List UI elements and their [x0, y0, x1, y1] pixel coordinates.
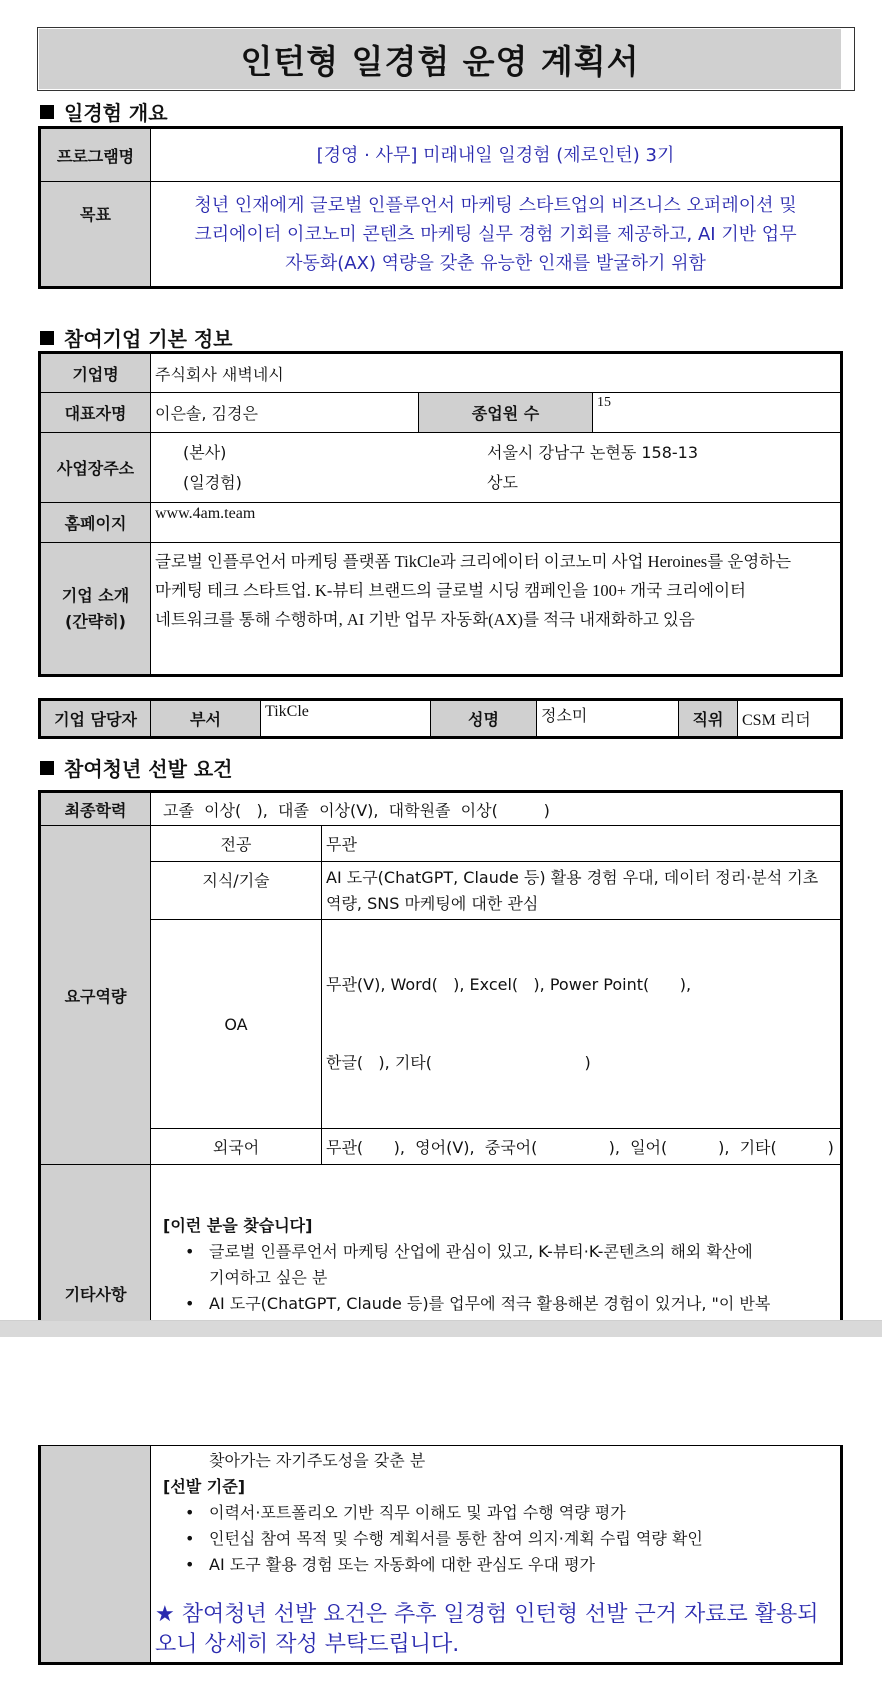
program-label: 프로그램명 [40, 128, 151, 182]
major-label: 전공 [151, 826, 322, 862]
address-label: 사업장주소 [40, 433, 151, 503]
dept-value: TikCle [261, 700, 431, 738]
list-item: • 이력서·포트폴리오 기반 직무 이해도 및 과업 수행 역량 평가 [209, 1500, 840, 1526]
requirements-table-continued [38, 1445, 843, 1665]
contact-name-value: 정소미 [537, 700, 679, 738]
list-item: • 글로벌 인플루언서 마케팅 산업에 관심이 있고, K-뷰티·K-콘텐츠의 해외 확산에 기여하고 싶은 분 [209, 1239, 840, 1291]
square-bullet-icon [40, 761, 54, 775]
homepage-value: www.4am.team [151, 503, 842, 543]
section-heading-company: 참여기업 기본 정보 [40, 323, 233, 352]
selection-note: ★ 참여청년 선발 요건은 추후 일경험 인턴형 선발 근거 자료로 활용되 오니 상세히 작성 부탁드립니다. [155, 1602, 819, 1657]
work-site-value: 상도 [487, 472, 518, 492]
page-separator [0, 1320, 882, 1338]
hq-label: (본사) [183, 442, 227, 462]
skill-value: AI 도구(ChatGPT, Claude 등) 활용 경험 우대, 데이터 정리·분석 기초 역량, SNS 마케팅에 대한 관심 [322, 862, 842, 920]
section-heading-overview: 일경험 개요 [40, 97, 168, 126]
position-value: CSM 리더 [738, 700, 842, 738]
criteria-heading: [선발 기준] [163, 1477, 246, 1496]
square-bullet-icon [40, 331, 54, 345]
position-label: 직위 [679, 700, 738, 738]
education-label: 최종학력 [40, 792, 151, 826]
overview-table [38, 126, 843, 289]
language-label: 외국어 [151, 1129, 322, 1165]
list-item-continuation: 찾아가는 자기주도성을 갖춘 분 [209, 1451, 426, 1470]
seek-heading: [이런 분을 찾습니다] [163, 1216, 313, 1235]
competency-label: 요구역량 [40, 826, 151, 1165]
goal-label: 목표 [40, 182, 151, 288]
hq-value: 서울시 강남구 논현동 158-13 [487, 442, 699, 462]
oa-value: 무관(V), Word( ), Excel( ), Power Point( ), 한글( ), 기타( ) [322, 920, 842, 1129]
address-value [151, 433, 842, 503]
list-item: • 인턴십 참여 목적 및 수행 계획서를 통한 참여 의지·계획 수립 역량 확인 [209, 1526, 840, 1552]
etc-label-continued [40, 1446, 151, 1664]
major-value: 무관 [322, 826, 842, 862]
work-site-label: (일경험) [183, 472, 242, 492]
company-table [38, 351, 843, 677]
etc-value-continued [151, 1446, 842, 1664]
document-page-2 [0, 1337, 882, 1694]
employees-value: 15 [593, 393, 842, 433]
list-item: • AI 도구 활용 경험 또는 자동화에 대한 관심도 우대 평가 [209, 1552, 840, 1578]
skill-label: 지식/기술 [151, 862, 322, 920]
program-value: [경영 · 사무] 미래내일 일경험 (제로인턴) 3기 [151, 128, 842, 182]
intro-label: 기업 소개 (간략히) [40, 543, 151, 676]
list-item: • AI 도구(ChatGPT, Claude 등)를 업무에 적극 활용해본 경험이 있거나, "이 반복 [209, 1291, 840, 1343]
square-bullet-icon [40, 105, 54, 119]
ceo-label: 대표자명 [40, 393, 151, 433]
language-value: 무관( ), 영어(V), 중국어( ), 일어( ), 기타( ) [322, 1129, 842, 1165]
etc-label: 기타사항 [40, 1165, 151, 1423]
contact-label: 기업 담당자 [40, 700, 151, 738]
criteria-list [151, 1500, 840, 1578]
dept-label: 부서 [151, 700, 261, 738]
contact-table [38, 698, 843, 739]
company-name-label: 기업명 [40, 353, 151, 393]
employees-label: 종업원 수 [419, 393, 593, 433]
intro-value: 글로벌 인플루언서 마케팅 플랫폼 TikCle과 크리에이터 이코노미 사업 Heroines를 운영하는 마케팅 테크 스타트업. K-뷰티 브랜드의 글로벌 시딩 캠페인을 100+ 개국 크리에이터 네트워크를 통해 수행하며, AI 기반 업무 자동화(AX)를 적극 내재화하고 있음 [151, 543, 842, 676]
company-name-value: 주식회사 새벽네시 [151, 353, 842, 393]
homepage-label: 홈페이지 [40, 503, 151, 543]
title-box [37, 27, 855, 91]
seek-list-continued [151, 1448, 840, 1474]
goal-value: 청년 인재에게 글로벌 인플루언서 마케팅 스타트업의 비즈니스 오퍼레이션 및 크리에이터 이코노미 콘텐츠 마케팅 실무 경험 기회를 제공하고, AI 기반 업무 자동화(AX) 역량을 갖춘 유능한 인재를 발굴하기 위함 [151, 182, 842, 288]
education-value: 고졸 이상( ), 대졸 이상(V), 대학원졸 이상( ) [151, 792, 842, 826]
section-heading-requirements: 참여청년 선발 요건 [40, 753, 233, 782]
contact-name-label: 성명 [431, 700, 537, 738]
oa-label: OA [151, 920, 322, 1129]
ceo-value: 이은솔, 김경은 [151, 393, 419, 433]
document-title: 인턴형 일경험 운영 계획서 [39, 29, 841, 89]
